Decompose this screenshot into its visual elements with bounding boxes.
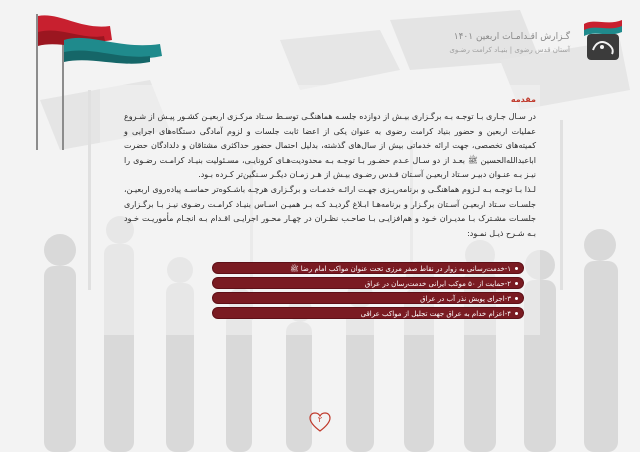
list-item: ۳-اجرای پویش نذر آب در عراق: [212, 292, 524, 304]
intro-body: [124, 110, 536, 241]
header-subtitle: آستان قدس رضوی | بنیـاد کرامت رضـوی: [449, 46, 570, 54]
header-title: گـزارش اقـدامـات اربعین ۱۴۰۱: [453, 32, 570, 42]
arbaeen-logo-icon: [578, 14, 628, 64]
page-number: [308, 410, 332, 434]
page-header: [368, 14, 628, 64]
list-item: ۱-خدمت‌رسانی به زوار در نقاط صفر مرزی تحت عنوان مواکب امام رضا ﷺ: [212, 262, 524, 274]
paragraph: در سـال جـاری بـا توجـه بـه برگـزاری بیـش از دوازده جلسـه هماهنگـی توسـط سـتاد مرکـزی اربعیـن کشـور پیـش از شـروع عملیات اربعین و حضور بنیاد کرامت رضوی به عنوان یکی از اعضا ثابت جلسات و لزوم آمادگی دستگاه‌های اجرایی و کمیته‌های تخصصی، جهت ارائه خدماتی بیش از سال‌های گذشته، بدلیل احتمال حضور حداکثری مشتاقان و دلدادگان حضرت اباعبدالله‌الحسین ﷺ بعـد از دو سـال عـدم حضـور بـا توجـه بـه محدودیت‌هـای کرونایـی، مسـئولیت بنیـاد کرامـت رضـوی را نیـز بـه عنـوان دبیـر سـتاد اربعیـن آسـتان قـدس رضـوی بیـش از هـر زمـان دیگـر سـنگین‌تر کـرده بـود.: [124, 112, 536, 180]
page-number-label: ۲: [317, 415, 323, 424]
section-title: مقدمه: [510, 95, 536, 104]
flag-pole-left: [36, 14, 38, 150]
action-items-list: [212, 262, 524, 322]
list-item: ۴-اعزام خدام به عراق جهت تجلیل از مواکب عراقی: [212, 307, 524, 319]
paragraph: لـذا بـا توجـه بـه لـزوم هماهنگـی و برنامه‌ریـزی جهـت ارائـه خدمـات و برگـزاری هرچـه باشـکوه‌تر حماسـه پیاده‌روی اربعیـن، جلسـات سـتاد اربعیـن آسـتان برگـزار و برنامه‌هـا ابـلاغ گردیـد کـه بـر همیـن اسـاس بنیـاد کرامـت رضـوی نیـز بـا برگـزاری جلسـات مشـترک بـا مدیـران خـود و هم‌افزایـی بـا صاحـب نظـران در چهـار محـور اجرایـی اقـدام بـه انجـام مأموریـت خـود بـه شـرح ذیـل نمـود:: [124, 184, 536, 238]
list-item: ۲-حمایت از ۵۰ موکب ایرانی خدمت‌رسان در عراق: [212, 277, 524, 289]
